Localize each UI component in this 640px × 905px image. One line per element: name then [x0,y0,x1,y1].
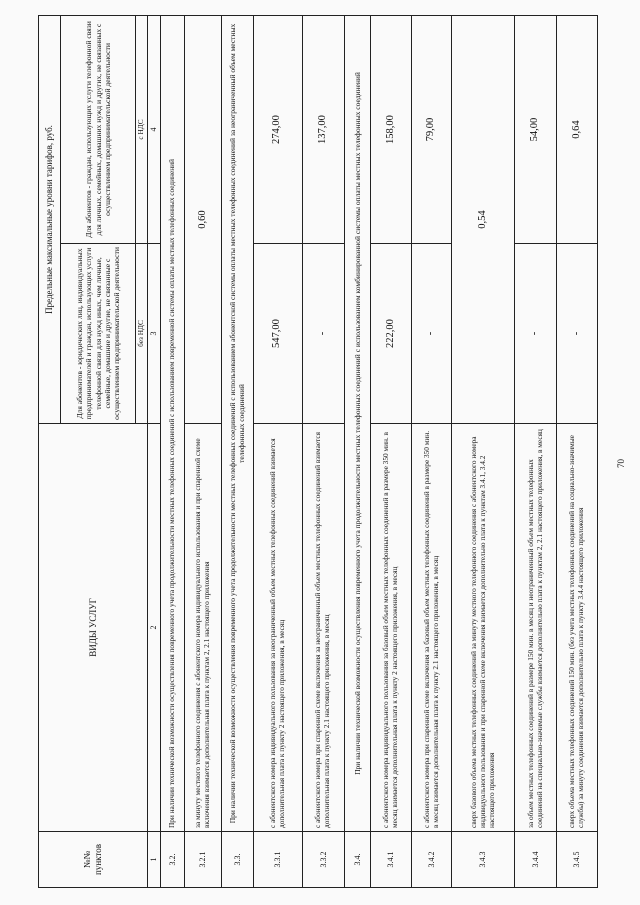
row-value-corporate: - [302,244,344,424]
row-value-corporate: - [557,244,598,424]
row-value-corporate: 222,00 [371,244,411,424]
index-1: 1 [148,832,161,888]
row-number: 3.4.4 [514,832,556,888]
table-row [371,16,411,888]
row-value-individual: 0,64 [557,16,598,244]
row-number: 3.4.2 [411,832,451,888]
row-value-merged: 0,54 [452,16,515,424]
row-value-corporate: 547,00 [254,244,303,424]
row-number: 3.3. [221,832,253,888]
table-row [514,16,556,888]
table-row [557,16,598,888]
header-row-index [148,16,161,888]
table-row [302,16,344,888]
row-number: 3.4.1 [371,832,411,888]
header-corporate: Для абонентов - юридических лиц, индивидуальных предпринимателей и граждан, использующих услуги телефонной связи для нужд иных, чем личные, семейные, домашние и другие, не связанные с осуществлением предпринимательской деятельности [61,244,136,424]
row-text: с абонентского номера при спаренной схеме включения за неограниченный объем местных телефонных соединений взимается дополнительная плата к пункту 2.1 настоящего приложения, в месяц [302,424,344,832]
header-row-top [39,16,61,888]
row-text: за минуту местного телефонного соединения с абонентского номера индивидуального использования и при спаренной схеме включения взимается дополнительная плата к пунктам 2, 2.1 настоящего приложения [185,424,221,832]
row-value-corporate: - [514,244,556,424]
row-number: 3.3.1 [254,832,303,888]
row-text: сверх объема местных телефонных соединений 150 мин. (без учета местных телефонных соединений на социально-значимые службы) за минуту соединения взимается дополнительно плата к пункту 3.4.4 настоящего приложения [557,424,598,832]
row-number: 3.4.3 [452,832,515,888]
header-rates: Предельные максимальные уровни тарифов, руб. [39,16,61,424]
section-text: При наличии технической возможности осуществления повременного учета продолжительности местных телефонных соединений с использованием комбинированной системы оплаты местных телефонных соединений [345,16,371,832]
row-text: с абонентского номера индивидуального пользования за базовый объем местных телефонных соединений в размере 350 мин. в месяц взимается дополнительная плата к пункту 2 настоящего приложения, в месяц [371,424,411,832]
row-value-individual: 79,00 [411,16,451,244]
row-text: за объем местных телефонных соединений в размере 150 мин. в месяц и неограниченный объем местных телефонных соединений на специально-значимые службы взимается дополнительно плата к пунктам 2, 2.1 настоящего приложения, в месяц [514,424,556,832]
row-text: с абонентского номера индивидуального пользования за неограниченный объем местных телефонных соединений взимается дополнительная плата к пункту 2 настоящего приложения, в месяц [254,424,303,832]
table-row [185,16,221,888]
row-number: 3.2.1 [185,832,221,888]
tariff-table [38,15,598,888]
header-with-vat: с НДС [136,16,148,244]
row-value-individual: 274,00 [254,16,303,244]
header-without-vat: без НДС [136,244,148,424]
section-text: При наличии технической возможности осуществления повременного учета продолжительности местных телефонных соединений с использованием абонентской системы оплаты местных телефонных соединений за неограниченный объем местных телефонных соединений [221,16,253,832]
row-value-individual: 158,00 [371,16,411,244]
row-number: 3.2. [161,832,185,888]
table-row [345,16,371,888]
row-text: с абонентского номера при спаренной схеме включения за базовый объем местных телефонных соединений в размере 350 мин. в месяц взимается дополнительная плата к пункту 2.1 настоящего приложения, в месяц [411,424,451,832]
index-4: 4 [148,16,161,244]
table-row [221,16,253,888]
row-text: сверх базового объема местных телефонных соединений за минуту местного телефонного соединения с абонентского номера индивидуального пользования и при спаренной схеме включения взимается дополнительно плата к пунктам 3.4.1, 3.4.2 настоящего приложения [452,424,515,832]
row-number: 3.3.2 [302,832,344,888]
index-2: 2 [148,424,161,832]
table-row [411,16,451,888]
row-value-corporate: - [411,244,451,424]
page-number: 70 [616,459,626,468]
table-row [161,16,185,888]
table-row [452,16,515,888]
row-number: 3.4.5 [557,832,598,888]
table-row [254,16,303,888]
header-service: ВИДЫ УСЛУГ [39,424,148,832]
header-individual: Для абонентов - граждан, использующих услуги телефонной связи для личных, семейных, домашних нужд и других, не связанных с осуществлением предпринимательской деятельности [61,16,136,244]
row-value-individual: 54,00 [514,16,556,244]
row-value-merged: 0,60 [185,16,221,424]
index-3: 3 [148,244,161,424]
row-text: При наличии технической возможности осуществления повременного учета продолжительности местных телефонных соединений с использованием повременной системы оплаты местных телефонных соединений [161,16,185,832]
row-value-individual: 137,00 [302,16,344,244]
row-number: 3.4. [345,832,371,888]
header-number: №№ пунктов [39,832,148,888]
